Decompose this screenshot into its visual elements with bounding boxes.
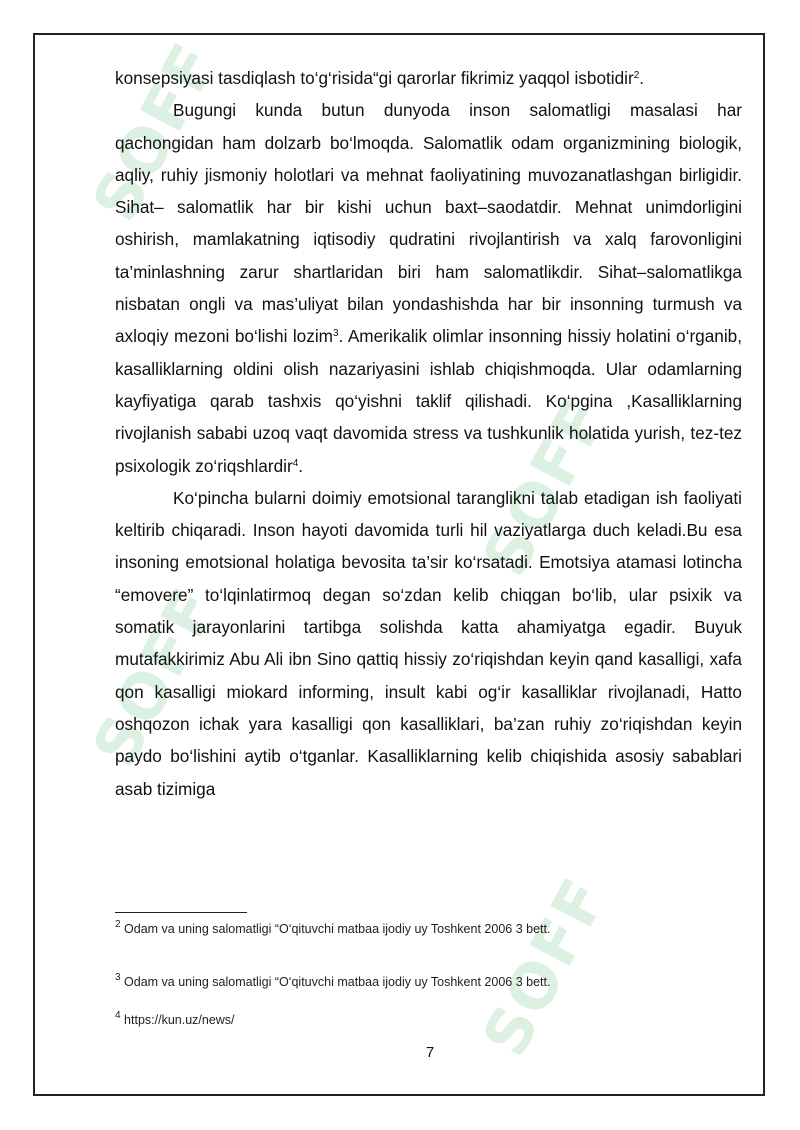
paragraph-text: konsepsiyasi tasdiqlash to‘g‘risida“gi qarorlar fikrimiz yaqqol isbotidir xyxy=(115,68,634,88)
paragraph-text: Bugungi kunda butun dunyoda inson salomatligi masalasi har qachongidan ham dolzarb bo‘lmoqda. Salomatlik odam organizmining biologik, aqliy, ruhiy jismoniy holotlari va mehnat faoliyatining muvozanatlashgan birligidir. Sihat– salomatlik har bir kishi uchun baxt–saodatdir. Mehnat unimdorligini oshirish, mamlakatning iqtisodiy qudratini rivojlantirish va xalq farovonligini ta’minlashning zarur shartlaridan biri ham salomatlikdir. Sihat–salomatlikga nisbatan ongli va mas’uliyat bilan yondashishda har bir insonning turmush va axloqiy mezoni bo‘lishi lozim xyxy=(115,100,742,347)
footnote-link[interactable]: https://kun.uz/news/ xyxy=(124,1013,235,1027)
watermark-logo: SOFF xyxy=(468,865,622,1068)
footnote xyxy=(115,1010,235,1027)
watermark-logo: SOFF xyxy=(78,30,232,233)
footnote-number: 4 xyxy=(115,1010,121,1021)
footnote-ref: 2 xyxy=(633,70,640,81)
footnote-ref: 3 xyxy=(332,328,339,340)
footnote-divider xyxy=(115,912,247,913)
footnote-text: Odam va uning salomatligi “O‘qituvchi matbaa ijodiy uy Toshkent 2006 3 bett. xyxy=(124,975,551,989)
document-body xyxy=(115,62,742,805)
paragraph-text: . xyxy=(298,455,304,476)
footnote xyxy=(115,919,551,936)
paragraph-text: . Amerikalik olimlar insonning hissiy holatini o‘rganib, kasalliklarning oldini olish nazariyasini ishlab chiqishmoqda. Ular odamlarning kayfiyatiga qarab tashxis qo‘yishni taklif qilishadi. Ko‘pgina ,Kasalliklarning rivojlanish sababi uzoq vaqt davomida stress va tushkunlik holatida yurish, tez-tez psixologik zo‘riqshlardir xyxy=(115,326,742,476)
page-number: 7 xyxy=(425,1044,435,1061)
watermark-logo: SOFF xyxy=(78,575,232,778)
paragraph-health xyxy=(115,94,742,482)
watermark-logo: SOFF xyxy=(468,385,622,588)
paragraph-emotion: Ko‘pincha bularni doimiy emotsional taranglikni talab etadigan ish faoliyati keltirib chiqaradi. Inson hayoti davomida turli hil vaziyatlarga duch keladi.Bu esa insoning emotsional holatiga bevosita ta’sir ko‘rsatadi. Emotsiya atamasi lotincha “emovere” to‘lqinlatirmoq degan so‘zdan kelib chiqgan bo‘lib, ular psixik va somatik jarayonlarini tartibga solishda katta ahamiyatga egadir. Buyuk mutafakkirimiz Abu Ali ibn Sino qattiq hissiy zo‘riqishdan keyin qand kasalligi, xafa qon kasalligi miokard informing, insult kabi og‘ir kasalliklar rivojlanadi, Hatto oshqozon ichak yara kasalligi qon kasalliklari, ba’zan ruhiy zo‘riqishdan keyin paydo bo‘lishini aytib o‘tganlar. Kasalliklarning kelib chiqishida asosiy sabablari asab tizimiga xyxy=(115,487,742,799)
footnote-text: Odam va uning salomatligi “O‘qituvchi matbaa ijodiy uy Toshkent 2006 3 bett. xyxy=(124,922,551,936)
footnote-ref: 4 xyxy=(292,457,299,469)
footnote xyxy=(115,972,551,989)
footnote-number: 3 xyxy=(115,972,121,983)
paragraph-text: . xyxy=(639,68,645,88)
paragraph-continuation xyxy=(115,62,742,94)
footnote-number: 2 xyxy=(115,919,121,930)
